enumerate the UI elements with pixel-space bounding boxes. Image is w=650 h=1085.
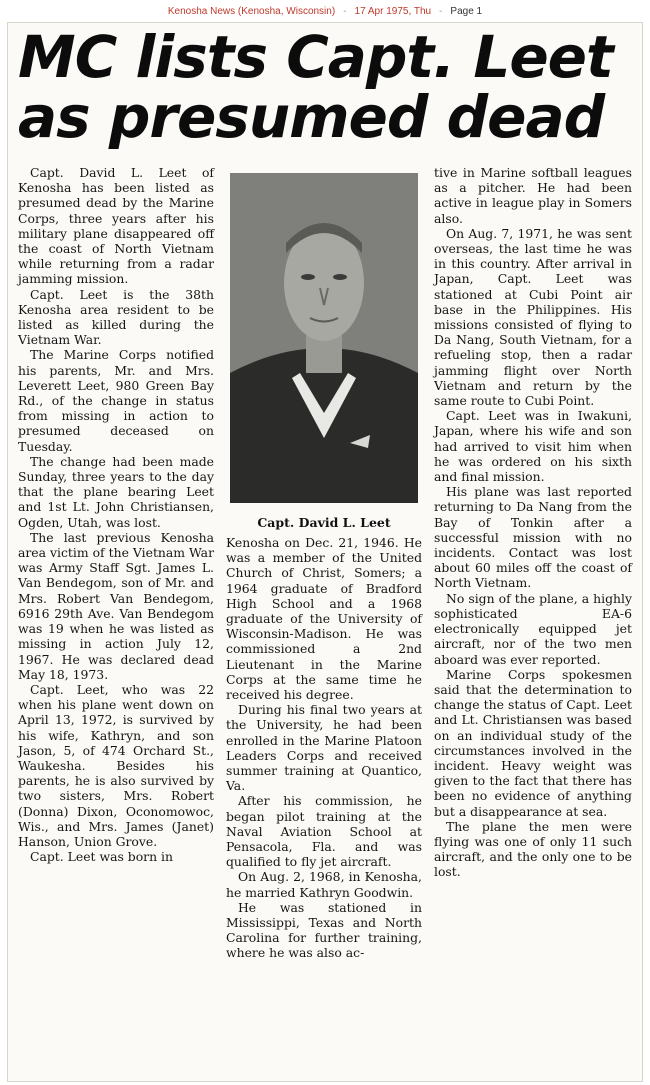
paragraph: Capt. Leet is the 38th Kenosha area resident to be listed as killed during the Vietnam War. xyxy=(18,286,214,348)
headline-line-2: as presumed dead xyxy=(18,83,605,151)
paragraph: Marine Corps spokesmen said that the determination to change the status of Capt. Leet and Lt. Christiansen was based on an individual study of the circumstances involved in the incident. Heavy weight was given to the fact that there has been no evidence of anything but a disappearance at sea. xyxy=(434,666,632,819)
source-bar xyxy=(0,0,650,22)
paragraph: No sign of the plane, a highly sophisticated EA-6 electronically equipped jet aircraft, nor of the two men aboard was ever reported. xyxy=(434,590,632,667)
paragraph: During his final two years at the University, he had been enrolled in the Marine Platoon Leaders Corps and received summer training at Quantico, Va. xyxy=(226,702,422,794)
paragraph: The plane the men were flying was one of only 11 such aircraft, and the only one to be lost. xyxy=(434,818,632,880)
paragraph: He was stationed in Mississippi, Texas and North Carolina for further training, where he was also ac- xyxy=(226,899,422,961)
headline-line-1: MC lists Capt. Leet xyxy=(18,23,613,91)
headline xyxy=(18,23,638,151)
portrait-photo xyxy=(230,173,418,503)
article-column-2 xyxy=(226,535,422,961)
photo-caption: Capt. David L. Leet xyxy=(257,515,391,530)
paragraph: On Aug. 2, 1968, in Kenosha, he married Kathryn Goodwin. xyxy=(226,869,422,900)
paragraph: The last previous Kenosha area victim of the Vietnam War was Army Staff Sgt. James L. Van Bendegom, son of Mr. and Mrs. Robert Van Bendegom, 6916 29th Ave. Van Bendegom was 19 when he was listed as missing in action July 12, 1967. He was declared dead May 18, 1973. xyxy=(18,529,214,682)
paragraph: Capt. David L. Leet of Kenosha has been listed as presumed dead by the Marine Corps, three years after his military plane disappeared off the coast of North Vietnam while returning from a radar jamming mission. xyxy=(18,165,214,287)
paragraph: His plane was last reported returning to Da Nang from the Bay of Tonkin after a successful mission with no incidents. Contact was lost about 60 miles off the coast of North Vietnam. xyxy=(434,484,632,591)
portrait-illustration xyxy=(230,173,418,503)
issue-date: 17 Apr 1975, Thu xyxy=(354,5,432,17)
paragraph: The Marine Corps notified his parents, Mr. and Mrs. Leverett Leet, 980 Green Bay Rd., of the change in status from missing in action to presumed deceased on Tuesday. xyxy=(18,347,214,454)
paragraph: tive in Marine softball leagues as a pitcher. He had been active in league play in Somers also. xyxy=(434,165,632,226)
page-number: Page 1 xyxy=(450,5,483,17)
paragraph: Capt. Leet, who was 22 when his plane went down on April 13, 1972, is survived by his wife, Kathryn, and son Jason, 5, of 474 Orchard St., Waukesha. Besides his parents, he is also survived by two sisters, Mrs. Robert (Donna) Dixon, Oconomowoc, Wis., and Mrs. James (Janet) Hanson, Union Grove. xyxy=(18,681,214,849)
article-column-3 xyxy=(434,165,632,880)
paragraph: Capt. Leet was born in xyxy=(30,849,173,865)
paragraph: Kenosha on Dec. 21, 1946. He was a member of the United Church of Christ, Somers; a 1964 graduate of Bradford High School and a 1968 graduate of the University of Wisconsin-Madison. He was commissioned a 2nd Lieutenant in the Marine Corps at the same time he received his degree. xyxy=(226,535,422,703)
paragraph: On Aug. 7, 1971, he was sent overseas, the last time he was in this country. After arrival in Japan, Capt. Leet was stationed at Cubi Point air base in the Philippines. His missions consisted of flying to Da Nang, South Vietnam, for a refueling stop, then a radar jamming flight over North Vietnam and return by the same route to Cubi Point. xyxy=(434,225,632,409)
paragraph: After his commission, he began pilot training at the Naval Aviation School at Pensacola, Fla. and was qualified to fly jet aircraft. xyxy=(226,793,422,870)
article-column-1 xyxy=(18,165,214,864)
paragraph: The change had been made Sunday, three years to the day that the plane bearing Leet and 1st Lt. John Christiansen, Ogden, Utah, was lost. xyxy=(18,453,214,530)
paragraph: Capt. Leet was in Iwakuni, Japan, where his wife and son had arrived to visit him when he was ordered on his sixth and final mission. xyxy=(434,408,632,485)
article-clipping xyxy=(7,22,643,1082)
newspaper-name[interactable]: Kenosha News (Kenosha, Wisconsin) xyxy=(167,5,336,17)
separator: - xyxy=(343,5,347,17)
separator: - xyxy=(439,5,443,17)
